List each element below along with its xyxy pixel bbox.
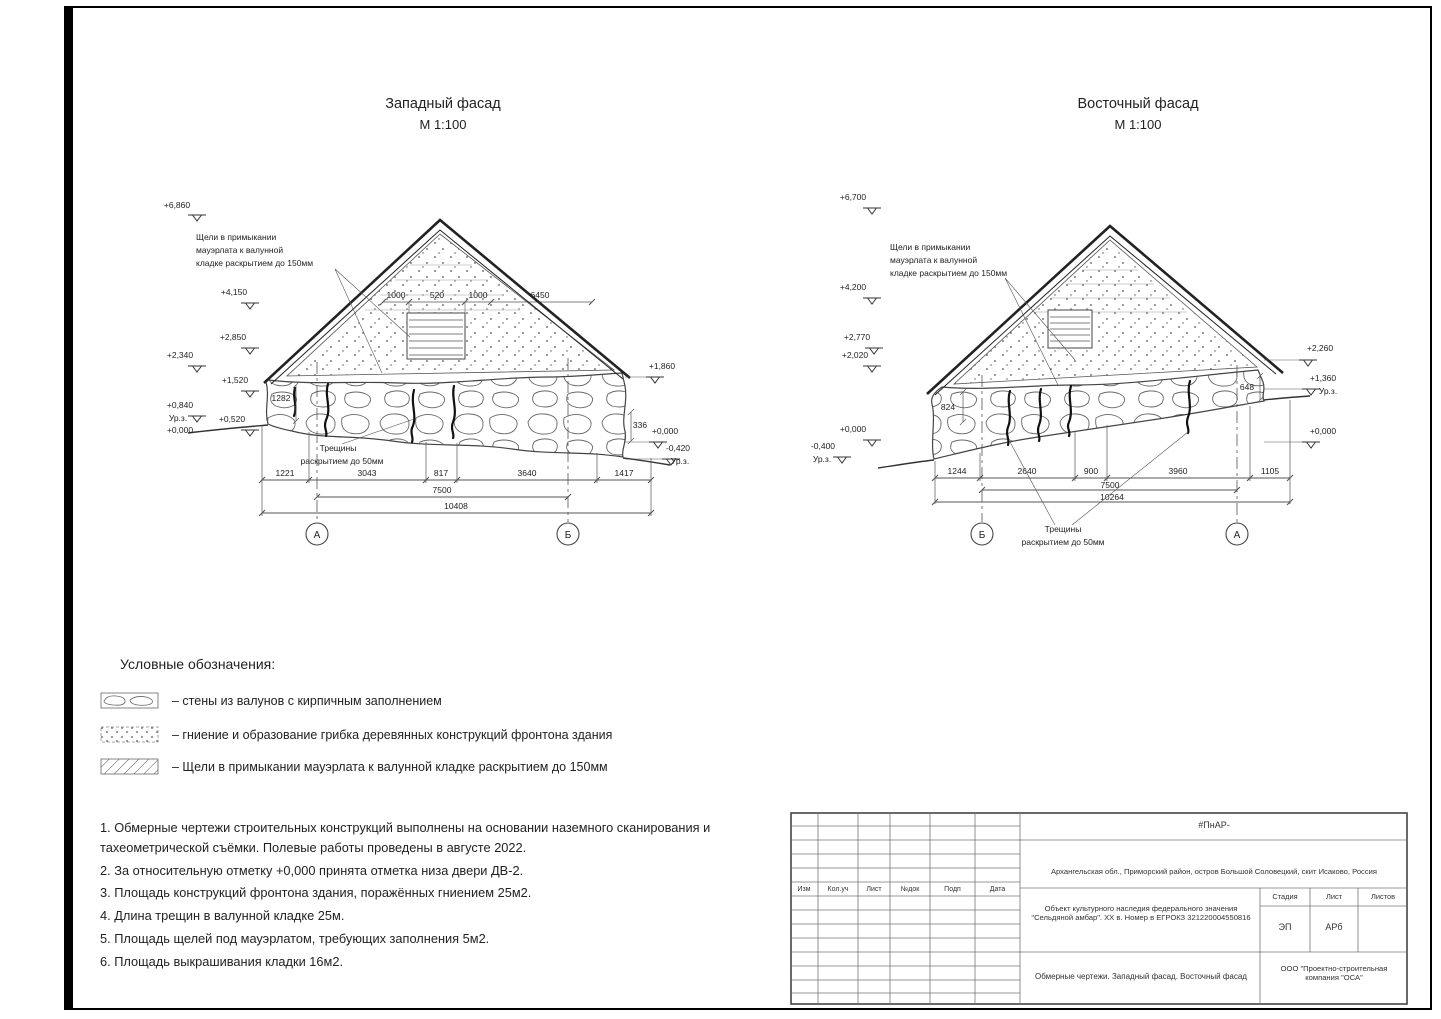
- dim-label: 1282: [271, 393, 291, 403]
- elevation-label: +0,000: [166, 425, 194, 435]
- note-5: 5. Площадь щелей под мауэрлатом, требующих заполнения 5м2.: [100, 931, 490, 947]
- heritage-object-name: Объект культурного наследия федерального значения "Сельдяной амбар". ХХ в. Номер в ЕГРОКЗ 321220004550816: [1031, 904, 1251, 923]
- dim-label: 7500: [1100, 480, 1120, 490]
- dim-label: 648: [1239, 382, 1255, 392]
- note-3: 3. Площадь конструкций фронтона здания, поражённых гниением 25м2.: [100, 885, 532, 901]
- doc-code: #ПнАР-: [1198, 820, 1230, 830]
- dim-label: 1417: [614, 468, 634, 478]
- west-louver-vent: [407, 313, 465, 359]
- elevation-label: +0,000: [1309, 426, 1337, 436]
- title-block: [790, 812, 1408, 1005]
- axis-label: А: [1233, 530, 1241, 541]
- elevation-label: +2,260: [1306, 343, 1334, 353]
- legend-heading: Условные обозначения:: [120, 656, 276, 672]
- elevation-label: +2,850: [219, 332, 247, 342]
- elevation-label: Ур.з.: [812, 454, 832, 464]
- dim-label: 1105: [1260, 466, 1280, 476]
- legend-item-rot: – гниение и образование грибка деревянных конструкций фронтона здания: [172, 728, 613, 742]
- rev-col-ndok: №док: [900, 886, 920, 893]
- dim-label: 520: [429, 290, 445, 300]
- west-facade-drawing: [80, 170, 740, 570]
- dim-label: 7500: [432, 485, 452, 495]
- note-2: 2. За относительную отметку +0,000 принята отметка низа двери ДВ-2.: [100, 862, 524, 878]
- elevation-label: +0,520: [218, 414, 246, 424]
- elevation-label: +0,000: [651, 426, 679, 436]
- listov-header: Листов: [1370, 892, 1395, 901]
- annotation-line: раскрытием до 50мм: [1021, 537, 1105, 547]
- dim-label: 3640: [517, 468, 537, 478]
- annotation-line: мауэрлата к валунной: [196, 245, 284, 255]
- dim-label: 10264: [1100, 492, 1124, 502]
- dim-label: 817: [433, 468, 449, 478]
- dim-label: 1000: [386, 290, 406, 300]
- elevation-label: +0,840: [166, 400, 194, 410]
- axis-label: А: [313, 530, 321, 541]
- elevation-label: +2,770: [843, 332, 871, 342]
- elevation-label: +2,340: [166, 350, 194, 360]
- rev-col-izm: Изм: [797, 886, 811, 893]
- east-facade-scale: М 1:100: [1114, 117, 1162, 132]
- annotation-line: Трещины: [319, 443, 357, 453]
- elevation-label: +0,000: [839, 424, 867, 434]
- legend-swatch-boulders: [100, 692, 160, 710]
- legend-swatch-rot: [100, 726, 160, 744]
- east-right-leaders: [1264, 360, 1305, 442]
- list-header: Лист: [1325, 892, 1343, 901]
- annotation-line: Трещины: [1044, 524, 1082, 534]
- axis-label: Б: [978, 530, 986, 541]
- rev-col-koluch: Кол.уч: [827, 886, 849, 893]
- legend-swatch-gaps: [100, 758, 160, 776]
- west-facade-scale: М 1:100: [419, 117, 467, 132]
- dim-label: 3043: [357, 468, 377, 478]
- annotation-line: Щели в примыкании: [196, 232, 277, 242]
- annotation-line: раскрытием до 50мм: [300, 456, 384, 466]
- elevation-label: +1,360: [1309, 373, 1337, 383]
- east-crack-note: [1010, 432, 1188, 547]
- notes-block: [100, 818, 750, 975]
- elevation-label: -0,400: [810, 441, 836, 451]
- annotation-line: кладке раскрытием до 150мм: [890, 268, 1008, 278]
- dim-label: 824: [940, 402, 956, 412]
- axis-label: Б: [564, 530, 572, 541]
- dim-label: 2640: [1017, 466, 1037, 476]
- elevation-label: Ур.з.: [168, 413, 188, 423]
- dim-label: 6450: [530, 290, 550, 300]
- object-address: Архангельская обл., Приморский район, остров Большой Соловецкий, скит Исаково, Россия: [1050, 867, 1377, 876]
- elevation-label: +2,020: [841, 350, 869, 360]
- elevation-label: +4,200: [839, 282, 867, 292]
- dim-label: 3960: [1168, 466, 1188, 476]
- dim-label: 1221: [275, 468, 295, 478]
- note-4: 4. Длина трещин в валунной кладке 25м.: [100, 908, 345, 924]
- rev-col-list: Лист: [866, 886, 882, 893]
- stage-header: Стадия: [1272, 892, 1298, 901]
- note-1: 1. Обмерные чертежи строительных конструкций выполнены на основании наземного сканирования и тахеометрической съёмки. Полевые работы проведены в августе 2022.: [100, 820, 711, 855]
- east-facade-drawing: [760, 170, 1420, 570]
- annotation-line: Щели в примыкании: [890, 242, 971, 252]
- annotation-line: кладке раскрытием до 150мм: [196, 258, 314, 268]
- company-name: ООО "Проектно-строительная компания "ОСА": [1280, 964, 1388, 983]
- elevation-label: +4,150: [220, 287, 248, 297]
- east-boulder-wall: [932, 370, 1264, 459]
- annotation-line: мауэрлата к валунной: [890, 255, 978, 265]
- rev-col-podp: Подп: [944, 886, 961, 893]
- note-6: 6. Площадь выкрашивания кладки 16м2.: [100, 953, 344, 969]
- elevation-label: Ур.з.: [670, 456, 690, 466]
- dim-label: 1000: [468, 290, 488, 300]
- east-facade-title: Восточный фасад: [1077, 96, 1199, 112]
- elevation-label: -0,420: [665, 443, 691, 453]
- legend-item-gaps: – Щели в примыкании мауэрлата к валунной кладке раскрытием до 150мм: [172, 760, 608, 774]
- dim-label: 10408: [444, 501, 468, 511]
- rev-col-data: Дата: [989, 886, 1006, 893]
- stage-value: ЭП: [1278, 922, 1292, 932]
- sheet-value: АРб: [1325, 922, 1343, 932]
- elevation-label: +1,860: [648, 361, 676, 371]
- elevation-label: Ур.з.: [1318, 386, 1338, 396]
- east-louver-vent: [1048, 310, 1092, 348]
- sheet-title: Обмерные чертежи. Западный фасад. Восточный фасад: [1035, 972, 1247, 981]
- west-facade-title: Западный фасад: [385, 96, 501, 112]
- elevation-label: +6,700: [839, 192, 867, 202]
- dim-label: 336: [632, 420, 648, 430]
- elevation-label: +1,520: [221, 375, 249, 385]
- dim-label: 1244: [947, 466, 967, 476]
- elevation-label: +6,860: [163, 200, 191, 210]
- dim-label: 900: [1083, 466, 1099, 476]
- legend-item-boulders: – стены из валунов с кирпичным заполнением: [172, 694, 442, 708]
